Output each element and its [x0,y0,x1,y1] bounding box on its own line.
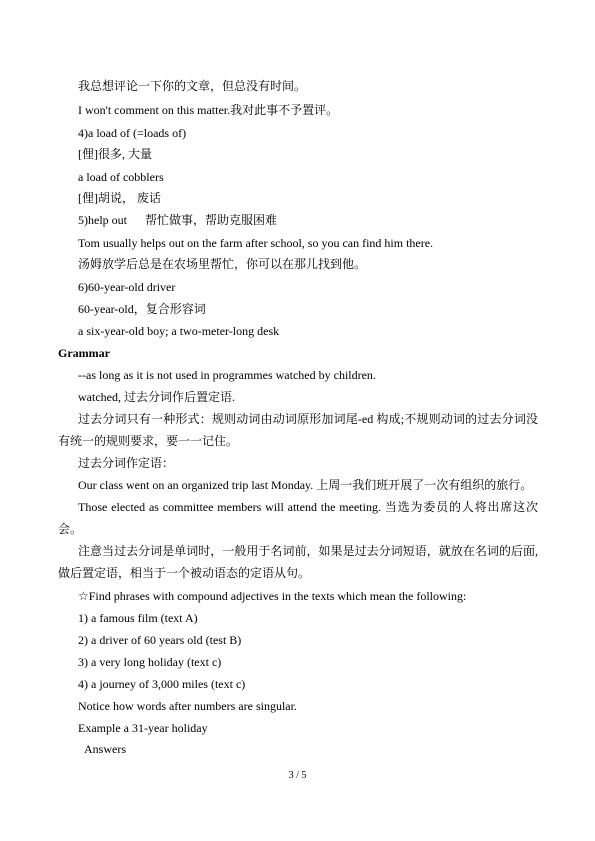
text-line: watched, 过去分词作后置定语. [78,390,235,404]
text-line: Notice how words after numbers are singular. [78,699,297,713]
paragraph: Those elected as committee members will attend the meeting. 当选为委员的人将出席这次会。 [58,500,538,536]
instruction-line: ☆Find phrases with compound adjectives in the texts which mean the following: [78,589,467,603]
text-line [78,213,558,227]
paragraph: 过去分词只有一种形式：规则动词由动词原形加词尾-ed 构成;不规则动词的过去分词没有统一的规则要求，要一一记住。 [58,412,538,448]
text-line: 6)60-year-old driver [78,280,176,294]
section-heading: Grammar [58,346,110,360]
list-item: 2) a driver of 60 years old (test B) [78,633,242,647]
text-line: 过去分词作定语： [78,456,175,470]
text-line: --as long as it is not used in programmes watched by children. [78,368,376,382]
text-line: Example a 31-year holiday [78,721,208,735]
text-line: [俚]很多, 大量 [78,147,152,161]
text-line: 我总想评论一下你的文章，但总没有时间。 [78,79,307,93]
page-number: 3 / 5 [288,770,307,781]
text-line: Tom usually helps out on the farm after school, so you can find him there. [78,236,434,250]
answers-label: Answers [84,742,126,756]
text-line: a load of cobblers [78,170,164,184]
text-line: a six-year-old boy; a two-meter-long desk [78,324,280,338]
phrase-meaning: 帮忙做事，帮助克服困难 [145,213,278,227]
list-item: 1) a famous film (text A) [78,611,198,625]
text-line: 汤姆放学后总是在农场里帮忙，你可以在那儿找到他。 [78,257,367,271]
text-line: 4)a load of (=loads of) [78,126,187,140]
text-line: 60-year-old，复合形容词 [78,302,206,316]
phrase: 5)help out [78,213,127,227]
list-item: 3) a very long holiday (text c) [78,655,222,669]
text-line: Our class went on an organized trip last Monday. 上周一我们班开展了一次有组织的旅行。 [78,478,533,492]
paragraph: 注意当过去分词是单词时，一般用于名词前，如果是过去分词短语，就放在名词的后面,做后置定语，相当于一个被动语态的定语从句。 [58,544,538,580]
text-line: [俚]胡说， 废话 [78,191,161,205]
text-line: I won't comment on this matter.我对此事不予置评。 [78,103,339,117]
list-item: 4) a journey of 3,000 miles (text c) [78,677,246,691]
